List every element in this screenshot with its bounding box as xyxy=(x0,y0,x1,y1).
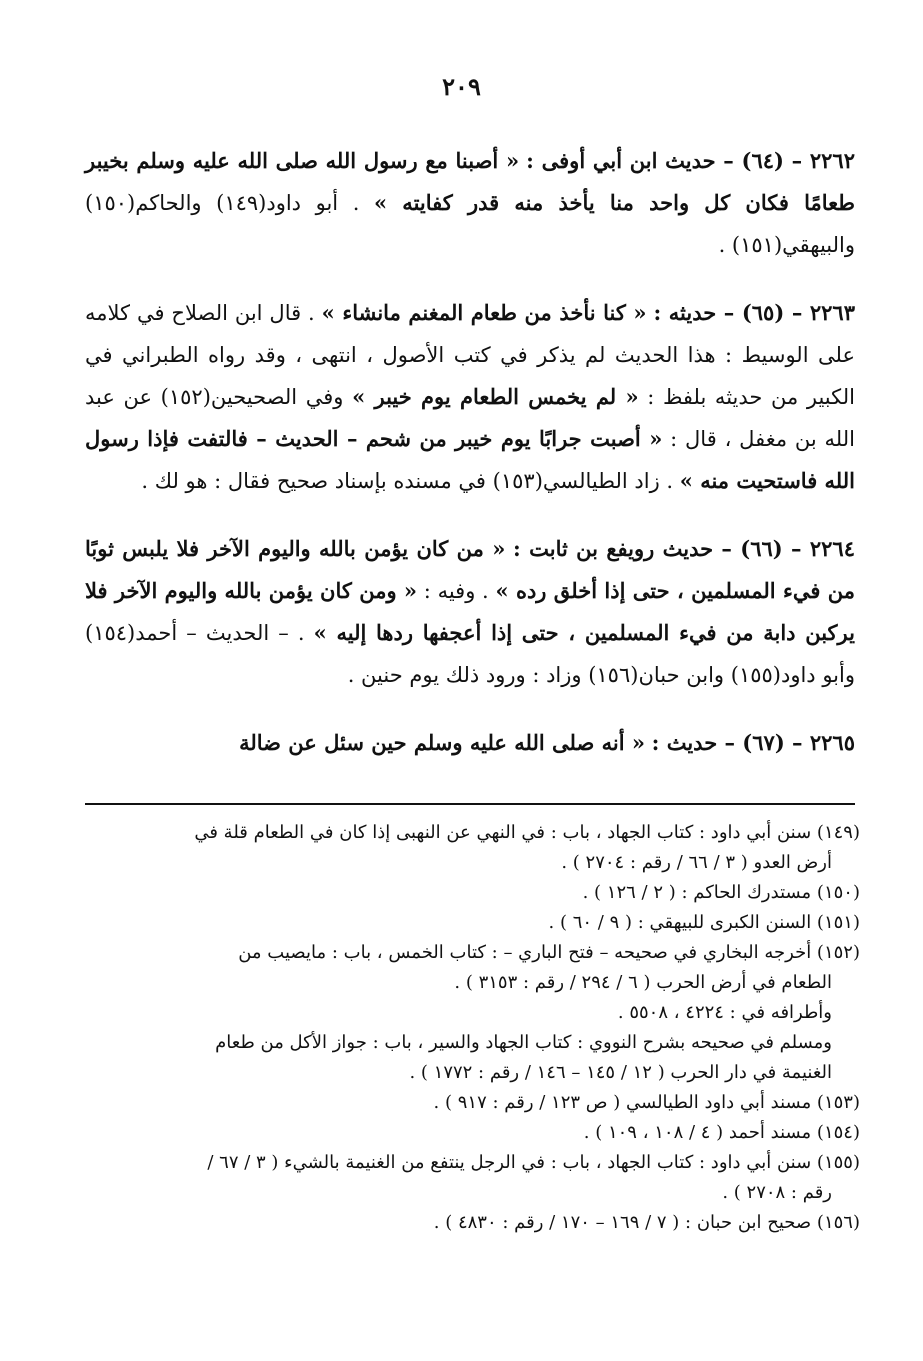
footnote-151: (١٥١) السنن الكبرى للبيهقي : ( ٩ / ٦٠ ) . xyxy=(548,912,860,933)
hadith-quote: « لم يخمس الطعام يوم خيبر » xyxy=(352,384,639,409)
entry-heading: ٢٢٦٥ – (٦٧) – حديث : xyxy=(651,730,855,755)
hadith-quote: « كنا نأخذ من طعام المغنم مانشاء » xyxy=(321,300,647,325)
entry-text: . قال ابن الصلاح في كلامه على الوسيط : هذا الحديث لم يذكر في كتب الأصول ، انتهى ، وقد رواه الطبراني في الكبير من حديثه بلفظ : xyxy=(85,301,855,409)
footnote-continuation: الغنيمة في دار الحرب ( ١٢ / ١٤٥ – ١٤٦ / رقم : ١٧٧٢ ) . xyxy=(409,1062,832,1083)
entry-2264 xyxy=(85,528,855,696)
hadith-quote: « ومن كان يؤمن بالله واليوم الآخر فلا يركبن دابة من فيء المسلمين ، حتى إذا أعجفها ردها إليه » xyxy=(85,578,855,645)
entry-text: . وفيه : xyxy=(423,579,489,603)
hadith-quote: « أصبت جرابًا يوم خيبر من شحم – الحديث – فالتفت فإذا رسول الله فاستحيت منه » xyxy=(85,426,855,493)
entry-heading: ٢٢٦٣ – (٦٥) – حديثه : xyxy=(653,300,855,325)
footnote-149: (١٤٩) سنن أبي داود : كتاب الجهاد ، باب : في النهي عن النهبى إذا كان في الطعام قلة في xyxy=(194,822,860,843)
entry-text: . – الحديث – أحمد(١٥٤) وأبو داود(١٥٥) وابن حبان(١٥٦) وزاد : ورود ذلك يوم حنين . xyxy=(85,621,855,687)
footnote-150: (١٥٠) مستدرك الحاكم : ( ٢ / ١٢٦ ) . xyxy=(582,882,860,903)
footnote-152-muslim: ومسلم في صحيحه بشرح النووي : كتاب الجهاد والسير ، باب : جواز الأكل من طعام xyxy=(215,1032,832,1053)
footnote-154: (١٥٤) مسند أحمد ( ٤ / ١٠٨ ، ١٠٩ ) . xyxy=(583,1122,860,1143)
footnote-153: (١٥٣) مسند أبي داود الطيالسي ( ص ١٢٣ / رقم : ٩١٧ ) . xyxy=(433,1092,860,1113)
entry-text: وفي الصحيحين(١٥٢) عن عبد الله بن مغفل ، قال : xyxy=(85,385,855,451)
footnotes xyxy=(85,818,860,1238)
entry-text: . زاد الطيالسي(١٥٣) في مسنده بإسناد صحيح فقال : هو لك . xyxy=(141,469,674,493)
footnote-divider xyxy=(85,803,855,805)
page-number: ٢٠٩ xyxy=(442,72,481,101)
main-text xyxy=(85,140,855,790)
footnote-continuation: وأطرافه في : ٤٢٢٤ ، ٥٥٠٨ . xyxy=(617,1002,832,1023)
hadith-quote: « أنه صلى الله عليه وسلم حين سئل عن ضالة xyxy=(239,730,645,755)
footnote-continuation: أرض العدو ( ٣ / ٦٦ / رقم : ٢٧٠٤ ) . xyxy=(561,852,832,873)
footnote-156: (١٥٦) صحيح ابن حبان : ( ٧ / ١٦٩ – ١٧٠ / رقم : ٤٨٣٠ ) . xyxy=(433,1212,860,1233)
footnote-continuation: الطعام في أرض الحرب ( ٦ / ٢٩٤ / رقم : ٣١٥٣ ) . xyxy=(454,972,832,993)
hadith-quote: « من كان يؤمن بالله واليوم الآخر فلا يلبس ثوبًا من فيء المسلمين ، حتى إذا أخلق رده » xyxy=(85,536,855,603)
hadith-quote: « أصبنا مع رسول الله صلى الله عليه وسلم بخيبر طعامًا فكان كل واحد منا يأخذ منه قدر كفايته » xyxy=(85,148,855,215)
entry-text: . أبو داود(١٤٩) والحاكم(١٥٠) والبيهقي(١٥١) . xyxy=(85,191,855,257)
entry-heading: ٢٢٦٢ – (٦٤) – حديث ابن أبي أوفى : xyxy=(526,148,855,173)
entry-heading: ٢٢٦٤ – (٦٦) – حديث رويفع بن ثابت : xyxy=(513,536,855,561)
footnote-continuation: رقم : ٢٧٠٨ ) . xyxy=(722,1182,832,1203)
entry-2262 xyxy=(85,140,855,266)
entry-2265 xyxy=(85,722,855,764)
footnote-155: (١٥٥) سنن أبي داود : كتاب الجهاد ، باب : في الرجل ينتفع من الغنيمة بالشيء ( ٣ / ٦٧ / xyxy=(207,1152,860,1173)
footnote-152: (١٥٢) أخرجه البخاري في صحيحه – فتح الباري – : كتاب الخمس ، باب : مايصيب من xyxy=(238,942,860,963)
entry-2263 xyxy=(85,292,855,502)
